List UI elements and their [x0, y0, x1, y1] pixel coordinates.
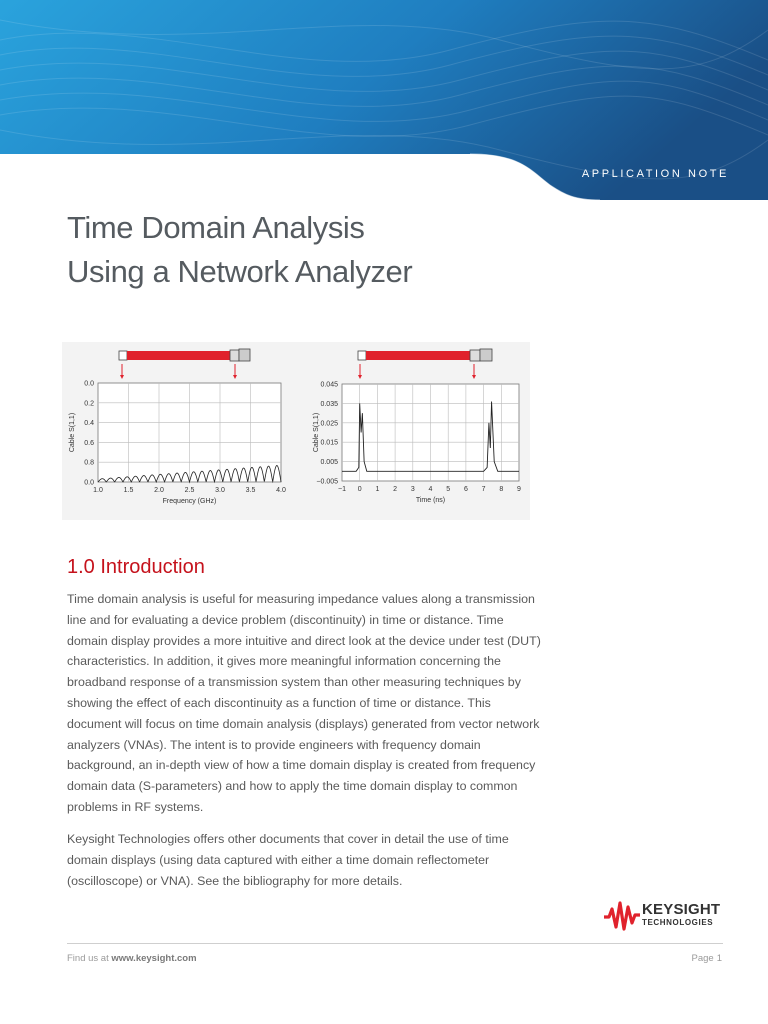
keysight-wave-icon: [604, 899, 640, 933]
x-axis-label: Frequency (GHz): [162, 498, 217, 505]
footer-url-link[interactable]: www.keysight.com: [111, 953, 197, 964]
x-tick-label: 8: [499, 486, 504, 493]
y-tick-label: 0.0: [84, 479, 94, 487]
logo-name: KEYSIGHT: [642, 901, 721, 918]
section-heading: 1.0 Introduction: [67, 556, 205, 578]
x-axis-label: Time (ns): [415, 497, 446, 504]
x-tick-label: 9: [517, 486, 521, 493]
header-banner: [0, 0, 768, 200]
y-tick-label: 0.4: [84, 420, 94, 428]
footer-page-label: Page: [691, 953, 714, 964]
y-tick-label: 0.2: [84, 400, 94, 408]
x-tick-label: 1.0: [93, 487, 103, 494]
footer-page-value: 1: [716, 953, 722, 964]
x-tick-label: 3: [410, 486, 415, 493]
title-line-1: Time Domain Analysis: [67, 210, 365, 245]
y-tick-label: 0.025: [320, 420, 338, 428]
footer-find-prefix: Find us at: [67, 953, 109, 964]
y-tick-label: 0.005: [320, 459, 338, 467]
x-tick-label: 0: [357, 486, 362, 493]
document-type-label: APPLICATION NOTE: [581, 168, 729, 180]
logo-subtitle: TECHNOLOGIES: [642, 918, 714, 927]
y-axis-label: Cable S(1,1): [313, 412, 320, 453]
x-tick-label: −1: [338, 486, 346, 493]
x-tick-label: 4: [428, 486, 433, 493]
x-tick-label: 6: [463, 486, 468, 493]
y-tick-label: −0.005: [316, 478, 338, 486]
x-tick-label: 2.0: [154, 487, 164, 494]
x-tick-label: 4.0: [276, 487, 286, 494]
figure-svg: [62, 342, 530, 520]
x-tick-label: 3.0: [215, 487, 225, 494]
footer-page-number: [692, 953, 722, 964]
x-tick-label: 2.5: [184, 487, 195, 494]
x-tick-label: 1.5: [123, 487, 134, 494]
footer-find-us: [67, 953, 197, 964]
title-line-2: Using a Network Analyzer: [67, 254, 413, 289]
y-tick-label: 0.015: [320, 439, 338, 447]
x-tick-label: 7: [481, 486, 486, 493]
x-tick-label: 3.5: [245, 487, 256, 494]
intro-paragraph-1: Time domain analysis is useful for measuring impedance values along a transmission line and for evaluating a device problem (discontinuity) in time or distance. Time domain display provides a more intuitive and direct look at the device under test (DUT) characteristics. In addition, it gives more meaningful information concerning the broadband response of a transmission system than other measuring techniques by showing the effect of each discontinuity as a function of time or distance. This document will focus on time domain analysis (displays) generated from vector network analyzers (VNAs). The intent is to provide engineers with frequency domain background, an in-depth view of how a time domain display is created from frequency domain data (S-parameters) and how to apply the time domain display to common problems in RF systems.: [67, 592, 541, 814]
y-tick-label: 0.045: [320, 381, 338, 389]
intro-paragraph-2: Keysight Technologies offers other documents that cover in detail the use of time domain displays (using data captured with either a time domain reflectometer (oscilloscope) or VNA). See the bibliography for more details.: [67, 832, 509, 888]
x-tick-label: 2: [393, 486, 398, 493]
y-tick-label: 0.035: [320, 400, 338, 408]
page-title: [67, 206, 412, 294]
y-tick-label: 0.0: [84, 380, 94, 388]
intro-figure: [62, 342, 530, 520]
y-axis-label: Cable S(1,1): [69, 412, 76, 453]
y-tick-label: 0.8: [84, 459, 94, 467]
x-tick-label: 5: [446, 486, 451, 493]
keysight-logo: [604, 899, 728, 933]
footer-divider: [67, 943, 723, 944]
y-tick-label: 0.6: [84, 439, 94, 447]
x-tick-label: 1: [375, 486, 380, 493]
